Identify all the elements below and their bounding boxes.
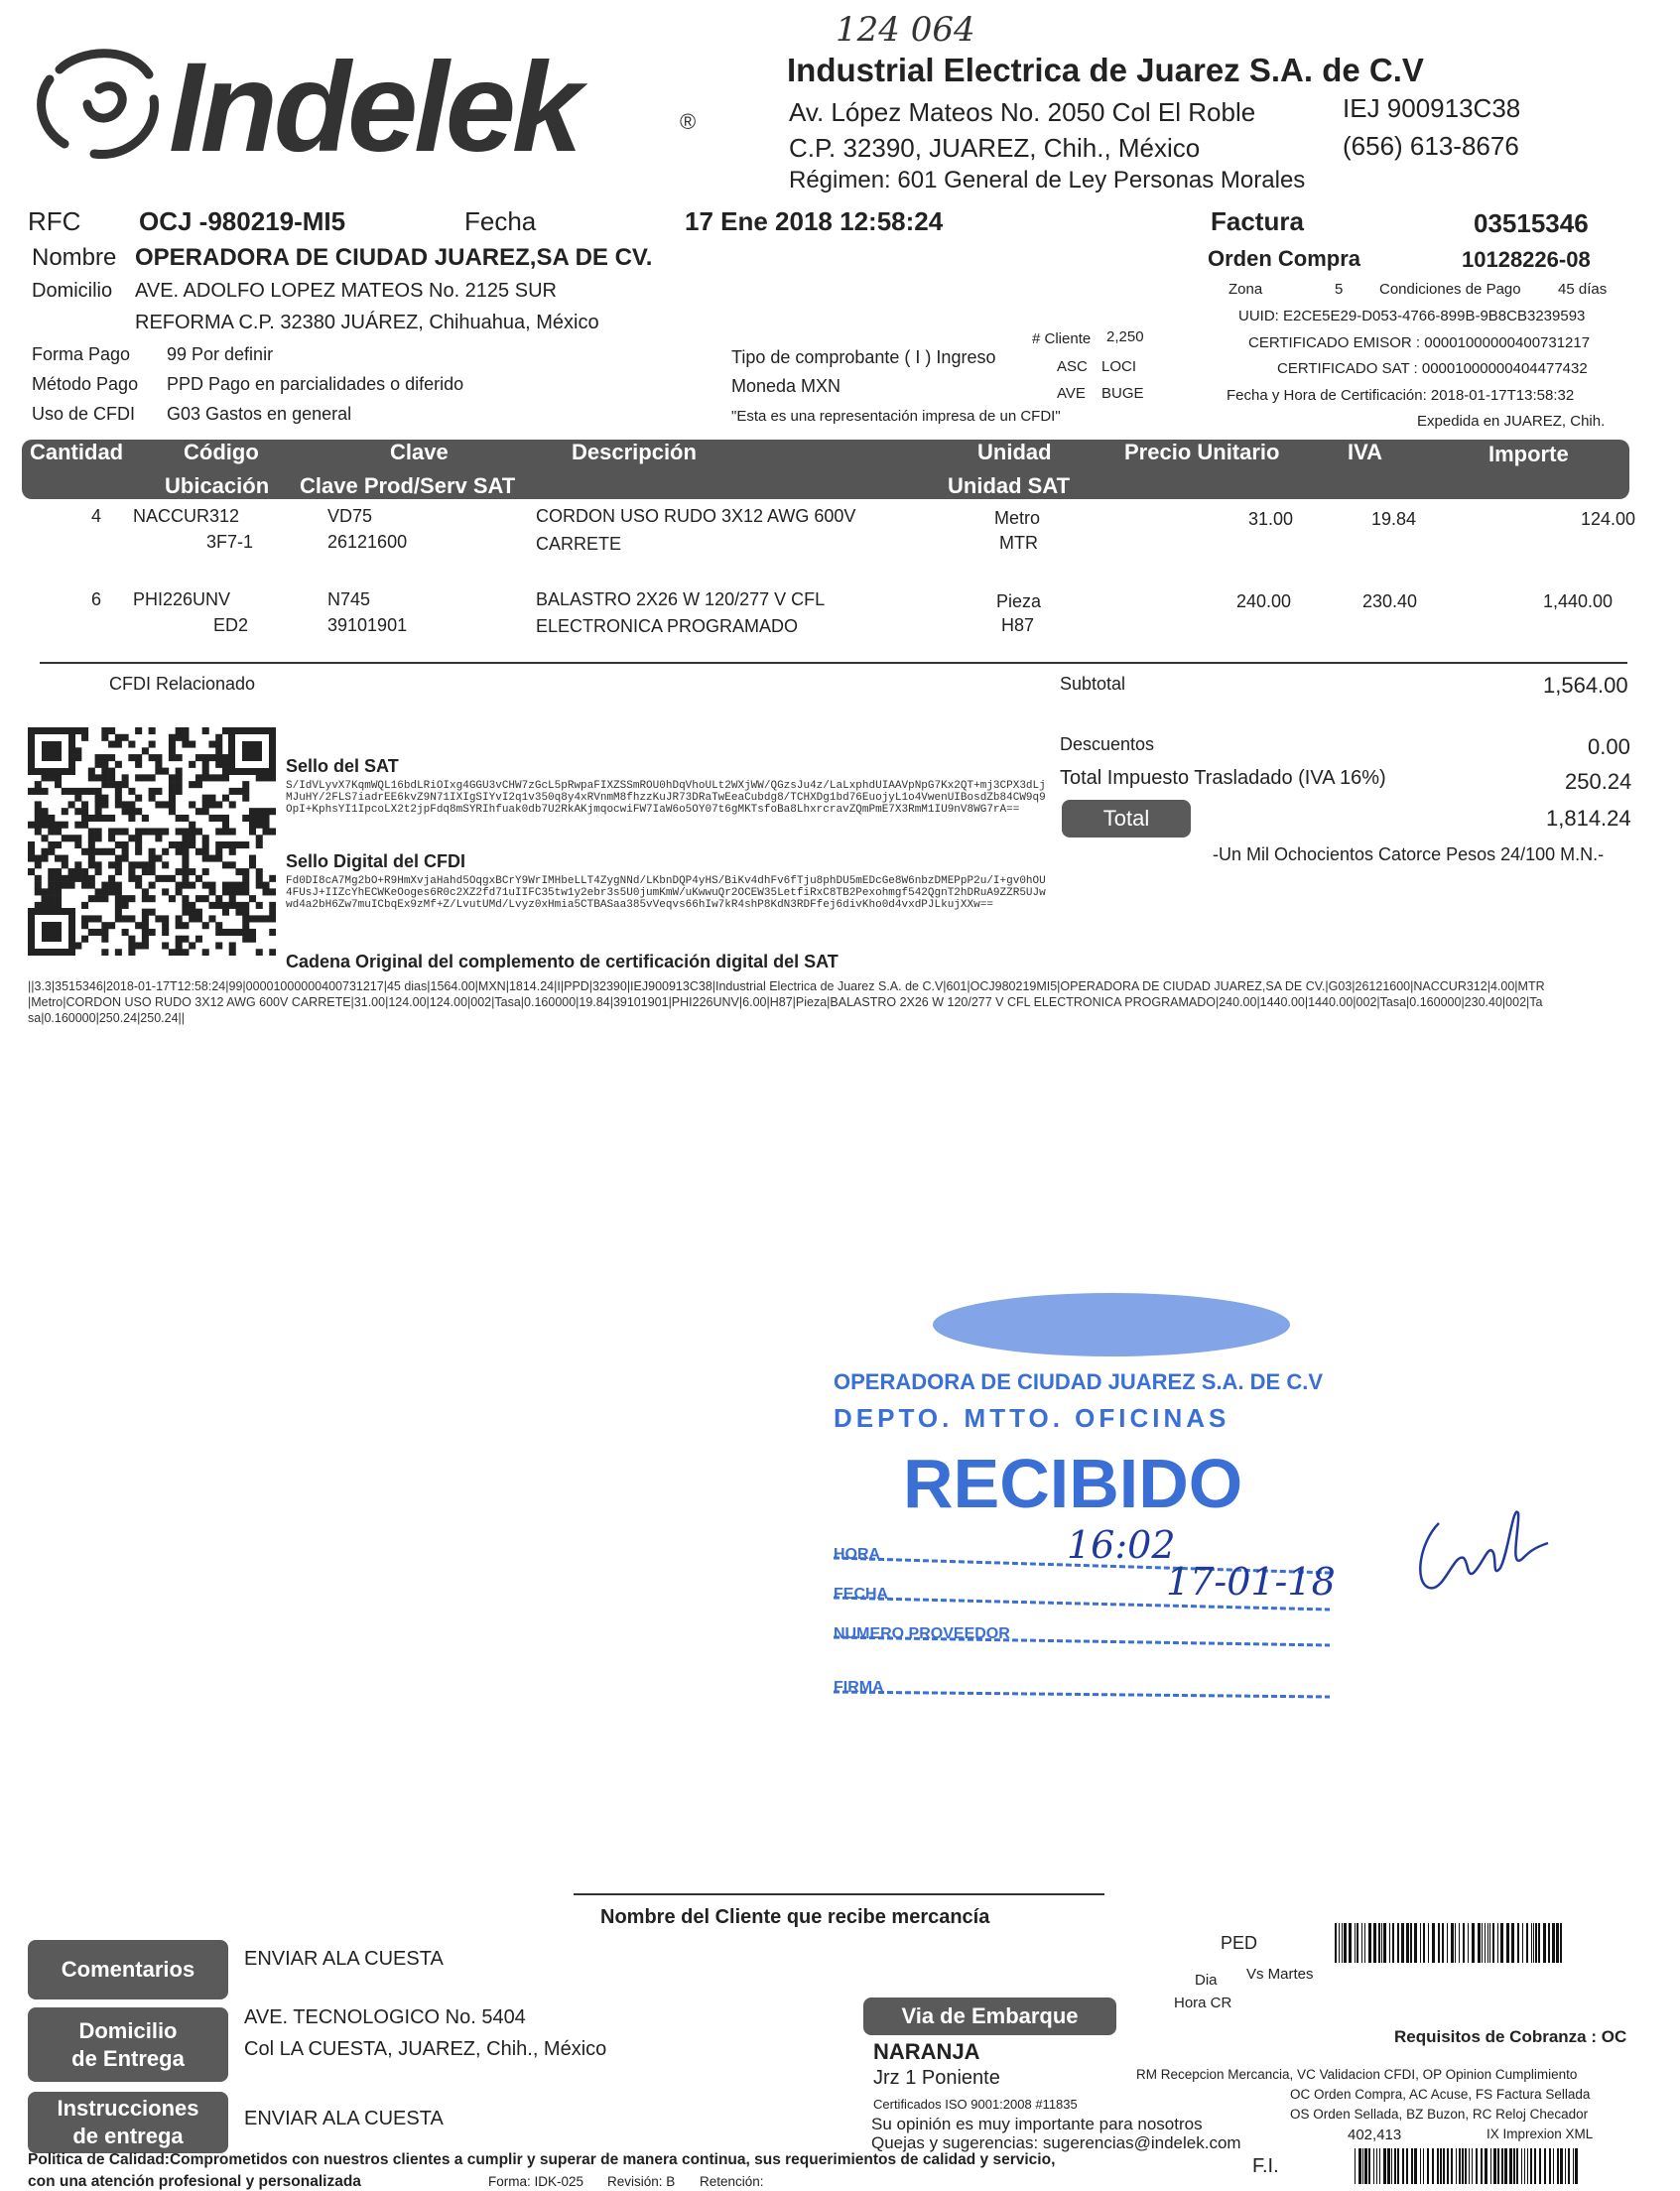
row-iva: 19.84: [1371, 509, 1417, 529]
factura-number: 03515346: [1474, 208, 1589, 238]
forma-code: Forma: IDK-025: [488, 2174, 584, 2189]
subtotal-label: Subtotal: [1060, 674, 1126, 694]
instrucciones-value: ENVIAR ALA CUESTA: [244, 2108, 444, 2129]
asc-label: ASC: [1057, 358, 1088, 375]
condiciones-value: 45 días: [1558, 281, 1608, 298]
row-unidad: Metro: [994, 508, 1041, 528]
stamp-fecha: 17-01-18: [1166, 1560, 1336, 1604]
th-importe: Importe: [1488, 442, 1569, 466]
th-unidad-sat: Unidad SAT: [948, 473, 1071, 498]
metodo-pago: PPD Pago en parcialidades o diferido: [167, 374, 464, 394]
row-ubicacion: 3F7-1: [206, 532, 254, 552]
th-descripcion: Descripción: [572, 440, 697, 464]
row-desc1: BALASTRO 2X26 W 120/277 V CFL: [536, 589, 826, 609]
amount-in-words: -Un Mil Ochocientos Catorce Pesos 24/100 M.N.-: [1213, 844, 1605, 864]
via-embarque: NARANJA: [873, 2039, 980, 2064]
comentarios-value: ENVIAR ALA CUESTA: [244, 1948, 444, 1970]
row-clave-prod: 39101901: [327, 615, 408, 635]
cfdi-relacionado: CFDI Relacionado: [109, 674, 256, 694]
total-label: Total: [1062, 800, 1191, 838]
logo-wordmark: Indelek: [169, 37, 580, 179]
sello-sat-label: Sello del SAT: [286, 756, 399, 776]
row-codigo: NACCUR312: [133, 506, 240, 526]
metodo-pago-label: Método Pago: [32, 374, 139, 394]
nombre-label: Nombre: [32, 244, 117, 271]
stamp-line1: OPERADORA DE CIUDAD JUAREZ S.A. DE C.V: [834, 1369, 1324, 1394]
descuentos-value: 0.00: [1588, 734, 1630, 759]
company-address2: C.P. 32390, JUAREZ, Chih., México: [789, 133, 1201, 163]
qr-code-icon: [28, 727, 276, 956]
tipo-comprobante: Tipo de comprobante ( I ) Ingreso: [731, 347, 996, 367]
ave-value: BUGE: [1101, 385, 1144, 402]
requisitos-numero: 402,413: [1348, 2127, 1402, 2143]
barcode-top-icon: [1335, 1923, 1563, 1963]
th-cantidad: Cantidad: [30, 440, 124, 464]
company-address1: Av. López Mateos No. 2050 Col El Roble: [789, 97, 1256, 127]
asc-value: LOCI: [1101, 358, 1137, 375]
instrucciones-label: Instrucciones de entrega: [28, 2092, 228, 2153]
stamp-fecha-label: FECHA: [834, 1586, 889, 1603]
ped-label: PED: [1221, 1933, 1258, 1953]
total-value: 1,814.24: [1546, 806, 1631, 831]
cfdi-representacion: "Esta es una representación impresa de un CFDI": [731, 408, 1061, 425]
row-clave-prod: 26121600: [327, 532, 408, 552]
stamp-proveedor-label: NUMERO PROVEEDOR: [834, 1625, 1010, 1642]
row-cantidad: 6: [91, 589, 102, 609]
uuid: UUID: E2CE5E29-D053-4766-899B-9B8CB3239593: [1238, 308, 1586, 324]
company-logo: [20, 30, 714, 198]
domicilio-entrega-label: Domicilio de Entrega: [28, 2007, 228, 2082]
dia-label: Dia: [1195, 1972, 1218, 1989]
invoice-date: 17 Ene 2018 12:58:24: [685, 206, 944, 236]
via-embarque-label: Via de Embarque: [863, 1998, 1116, 2035]
th-codigo: Código: [184, 440, 259, 464]
factura-label: Factura: [1211, 206, 1304, 236]
comentarios-label: Comentarios: [28, 1940, 228, 1999]
registered-mark: ®: [680, 109, 697, 134]
row-precio: 31.00: [1248, 509, 1294, 529]
signature-line: [574, 1893, 1104, 1895]
row-codigo: PHI226UNV: [133, 589, 231, 609]
cliente-number: 2,250: [1106, 328, 1144, 345]
retencion: Retención:: [700, 2174, 764, 2189]
row-importe: 124.00: [1581, 509, 1636, 529]
domicilio-line1: AVE. ADOLFO LOPEZ MATEOS No. 2125 SUR: [135, 280, 557, 302]
table-bottom-rule: [40, 662, 1627, 664]
stamp-hora-label: HORA: [834, 1546, 881, 1563]
descuentos-label: Descuentos: [1060, 734, 1155, 754]
row-ubicacion: ED2: [213, 615, 249, 635]
fecha-certificacion: Fecha y Hora de Certificación: 2018-01-17T13:58:32: [1227, 387, 1575, 404]
requisitos-4: IX Imprexion XML: [1486, 2127, 1594, 2141]
sello-sat: S/IdVLyvX7KqmWQL16bdLRiOIxg4GGU3vCHW7zGcL5pRwpaFIXZSSmROU0hDqVhoULt2WXjWW/QGzsJu4z/LaLxphdUIAAVpNpG7Kx2QT+mj3CPX3dLjMJuHY/2FLS7iadrEE6kvZ9N71IXIgSIYvI2q1v350q8y4xRVnmM8fhzzKuJR73DRaTwEeaCubdg8/TCHXDg1bd76EuojyL1o4VwenUIBosdZb84CW9q9OpI+KphsYI1IpcoLX2t2jpFdq8mSYRIhfuak0db7U2RkAKjmqocwiFW7IaW6o5OY07t6gMKTsfoBa8LhxrcravZQmPmE7X3RmM1IU9nV8WG7rA==: [286, 780, 1046, 816]
row-cantidad: 4: [91, 506, 102, 526]
ave-label: AVE: [1057, 385, 1086, 402]
th-iva: IVA: [1348, 440, 1383, 464]
row-precio: 240.00: [1236, 591, 1292, 611]
row-clave: VD75: [327, 506, 373, 526]
barcode-bottom-icon: [1355, 2148, 1583, 2184]
row-unidad: Pieza: [996, 591, 1042, 611]
orden-number: 10128226-08: [1462, 247, 1591, 272]
requisitos-2: OC Orden Compra, AC Acuse, FS Factura Sellada: [1290, 2087, 1591, 2102]
cliente-label: # Cliente: [1032, 330, 1092, 347]
quejas: Quejas y sugerencias: sugerencias@indelek.com: [871, 2133, 1241, 2152]
cliente-recibe-label: Nombre del Cliente que recibe mercancía: [600, 1906, 990, 1928]
revision: Revisión: B: [607, 2174, 676, 2189]
domicilio-entrega-line2: Col LA CUESTA, JUAREZ, Chih., México: [244, 2038, 607, 2060]
row-desc1: CORDON USO RUDO 3X12 AWG 600V: [536, 506, 856, 526]
subtotal-value: 1,564.00: [1543, 673, 1628, 698]
row-unidad-sat: H87: [1001, 615, 1035, 635]
client-rfc: OCJ -980219-MI5: [139, 206, 346, 236]
politica-line1: Politica de Calidad:Comprometidos con nuestros clientes a cumplir y superar de manera continua, sus requerimientos de calidad y servicio,: [28, 2151, 1056, 2168]
uso-cfdi-label: Uso de CFDI: [32, 404, 136, 424]
forma-pago-label: Forma Pago: [32, 344, 131, 364]
dia-value: Vs Martes: [1246, 1966, 1314, 1983]
cert-sat: CERTIFICADO SAT : 00001000000404477432: [1277, 360, 1588, 377]
signature: [1409, 1483, 1558, 1603]
fi-label: F.I.: [1252, 2155, 1279, 2177]
orden-label: Orden Compra: [1208, 246, 1361, 271]
sello-cfdi-label: Sello Digital del CFDI: [286, 851, 466, 871]
stamp-line2: DEPTO. MTTO. OFICINAS: [834, 1403, 1230, 1433]
domicilio-label: Domicilio: [32, 280, 113, 302]
row-importe: 1,440.00: [1543, 591, 1614, 611]
handwritten-note: 124 064: [836, 10, 975, 50]
cadena-original: ||3.3|3515346|2018-01-17T12:58:24|99|00001000000400731217|45 dias|1564.00|MXN|1814.24|I|PPD|32390|IEJ900913C38|Industrial Electrica de Juarez S.A. de C.V|601|OCJ980219MI5|OPERADORA DE CIUDAD JUAREZ,SA DE CV.|G03|26121600|NACCUR312|4.00|MTR|Metro|CORDON USO RUDO 3X12 AWG 600V CARRETE|31.00|124.00|124.00|002|Tasa|0.160000|19.84|39101901|PHI226UNV|6.00|H87|Pieza|BALASTRO 2X26 W 120/277 V CFL ELECTRONICA PROGRAMADO|240.00|1440.00|1440.00|002|Tasa|0.160000|230.40|002|Tasa|0.160000|250.24|250.24||: [28, 979, 1545, 1025]
impuesto-value: 250.24: [1565, 769, 1632, 794]
fecha-label: Fecha: [464, 206, 537, 236]
forma-pago: 99 Por definir: [167, 344, 274, 364]
row-iva: 230.40: [1362, 591, 1418, 611]
th-clave-prod: Clave Prod/Serv SAT: [300, 473, 516, 498]
company-name: Industrial Electrica de Juarez S.A. de C.V: [787, 52, 1424, 88]
th-clave: Clave: [390, 440, 449, 464]
company-regimen: Régimen: 601 General de Ley Personas Morales: [789, 167, 1306, 193]
zona-value: 5: [1335, 281, 1344, 298]
row-unidad-sat: MTR: [999, 533, 1038, 553]
requisitos-1: RM Recepcion Mercancia, VC Validacion CFDI, OP Opinion Cumplimiento: [1136, 2067, 1578, 2082]
uso-cfdi: G03 Gastos en general: [167, 404, 352, 424]
domicilio-line2: REFORMA C.P. 32380 JUÁREZ, Chihuahua, México: [135, 312, 599, 333]
hora-cr: Hora CR: [1174, 1995, 1232, 2011]
via-embarque-2: Jrz 1 Poniente: [873, 2067, 1000, 2089]
stamp-hora: 16:02: [1067, 1523, 1176, 1567]
requisitos-3: OS Orden Sellada, BZ Buzon, RC Reloj Checador: [1290, 2107, 1589, 2122]
th-precio: Precio Unitario: [1124, 440, 1280, 464]
domicilio-entrega-line1: AVE. TECNOLOGICO No. 5404: [244, 2006, 526, 2028]
condiciones-label: Condiciones de Pago: [1379, 281, 1521, 298]
politica-line2: con una atención profesional y personalizada: [28, 2173, 361, 2190]
stamp-firma-label: FIRMA: [834, 1679, 884, 1696]
zona-label: Zona: [1228, 281, 1263, 298]
swirl-logo-icon: [20, 30, 179, 179]
rfc-label: RFC: [28, 206, 81, 236]
moneda: Moneda MXN: [731, 376, 841, 396]
th-unidad: Unidad: [977, 440, 1052, 464]
row-clave: N745: [327, 589, 371, 609]
cadena-label: Cadena Original del complemento de certificación digital del SAT: [286, 952, 839, 971]
client-name: OPERADORA DE CIUDAD JUAREZ,SA DE CV.: [135, 244, 653, 271]
requisitos-cobranza: Requisitos de Cobranza : OC: [1394, 2027, 1627, 2046]
expedida: Expedida en JUAREZ, Chih.: [1417, 413, 1606, 430]
iso-cert: Certificados ISO 9001:2008 #11835: [873, 2097, 1078, 2112]
row-desc2: CARRETE: [536, 534, 622, 554]
sello-cfdi: Fd0DI8cA7Mg2bO+R9HmXvjaHahd5OqgxBCrY9WrIMHbeLLT4ZygNNd/LKbnDQP4yHS/BiKv4dhFv6fTju8phDU5mEDcGe8W6nbzDMEPpP2u/I+gv0hOU4FUsJ+IIZcYhECWKeOoges6R0c2XZ2fd71uIIFC35tw1y2ebr3s5U0jumKmW/uKwwuQr2OCEW35LetfiRxC8TB2Pexohmgf542QgnT2hDRuA9ZZR5UJwwd4a2bH6Zw7muICbqEx9zMf+Z/LvutUMd/Lvyz0xHmia5CTBASaa385vVeqvs66hIw7kR4shP8KdN3RDFfej6divKho0d4vxdPJLkujXXw==: [286, 875, 1046, 911]
row-desc2: ELECTRONICA PROGRAMADO: [536, 616, 799, 636]
company-rfc: IEJ 900913C38: [1343, 93, 1521, 123]
company-phone: (656) 613-8676: [1343, 131, 1519, 161]
impuesto-label: Total Impuesto Trasladado (IVA 16%): [1060, 767, 1386, 789]
stamp-recibido: RECIBIDO: [903, 1445, 1243, 1522]
th-ubicacion: Ubicación: [165, 473, 270, 498]
opinion: Su opinión es muy importante para nosotros: [871, 2115, 1203, 2133]
cert-emisor: CERTIFICADO EMISOR : 00001000000400731217: [1248, 334, 1591, 351]
